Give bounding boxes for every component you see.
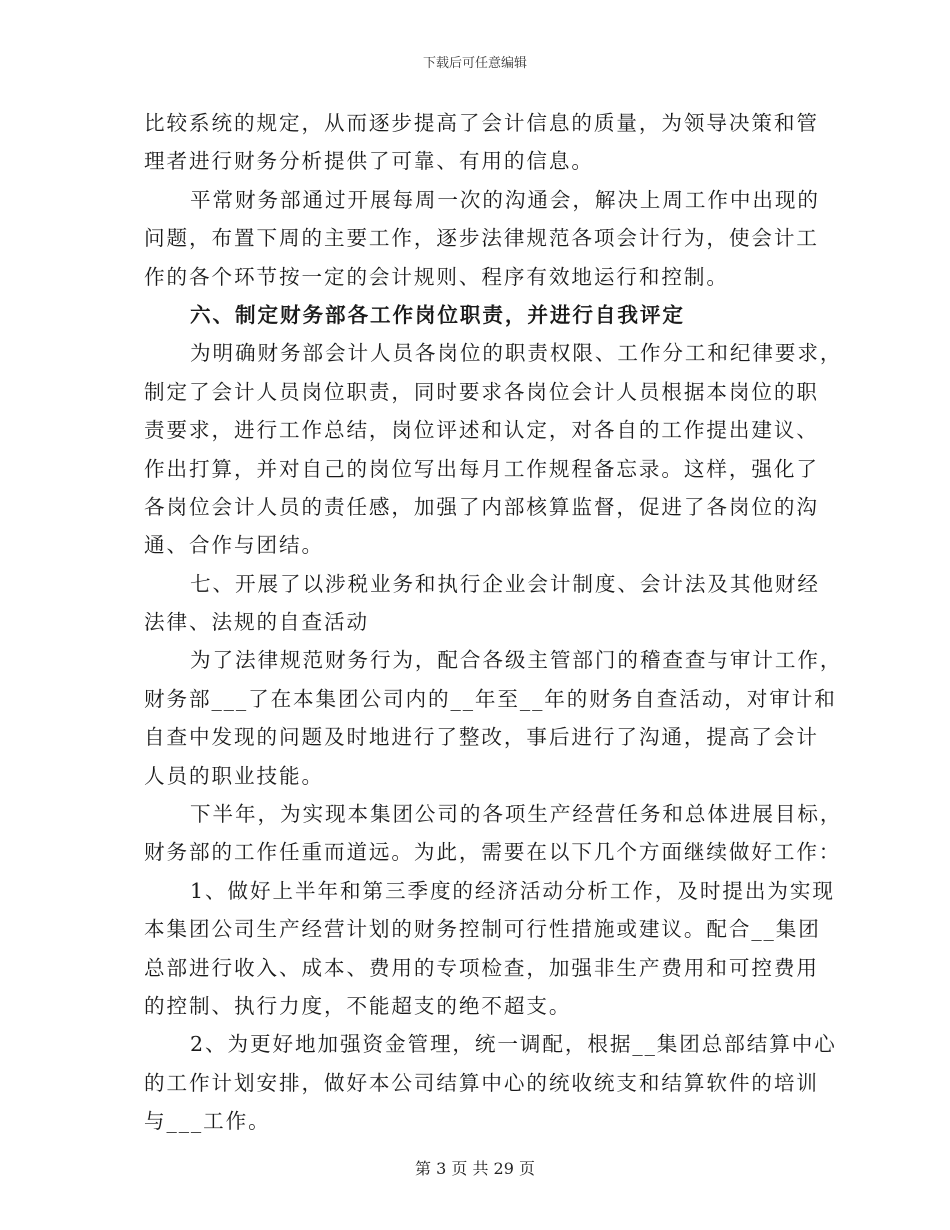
section-heading-6: 六、制定财务部各工作岗位职责，并进行自我评定 [190, 302, 685, 327]
text-line: 问题，布置下周的主要工作，逐步法律规范各项会计行为，使会计工 [144, 226, 819, 251]
paragraph-start: 为了法律规范财务行为，配合各级主管部门的稽查查与审计工作， [190, 648, 843, 673]
text-line: 的控制、执行力度，不能超支的绝不超支。 [144, 993, 572, 1018]
document-body [144, 104, 843, 1141]
section-heading-7: 七、开展了以涉税业务和执行企业会计制度、会计法及其他财经 [190, 571, 820, 596]
page-header: 下载后可任意编辑 [422, 56, 527, 71]
text-line: 自查中发现的问题及时地进行了整改，事后进行了沟通，提高了会计 [144, 725, 819, 750]
list-item-2: 2、为更好地加强资金管理，统一调配，根据__集团总部结算中心 [190, 1032, 837, 1057]
section-heading-7-cont: 法律、法规的自查活动 [144, 610, 369, 635]
text-line: 理者进行财务分析提供了可靠、有用的信息。 [144, 149, 594, 174]
paragraph-start: 平常财务部通过开展每周一次的沟通会，解决上周工作中出现的 [190, 187, 820, 212]
text-line: 作出打算，并对自己的岗位写出每月工作规程备忘录。这样，强化了 [144, 456, 819, 481]
text-line: 作的各个环节按一定的会计规则、程序有效地运行和控制。 [144, 264, 729, 289]
text-line: 比较系统的规定，从而逐步提高了会计信息的质量，为领导决策和管 [144, 111, 819, 135]
text-line: 通、合作与团结。 [144, 533, 324, 558]
text-line: 总部进行收入、成本、费用的专项检查，加强非生产费用和可控费用 [144, 955, 819, 980]
text-line: 财务部___了在本集团公司内的__年至__年的财务自查活动，对审计和 [144, 686, 837, 711]
text-line: 财务部的工作任重而道远。为此，需要在以下几个方面继续做好工作： [144, 840, 842, 865]
paragraph-start: 为明确财务部会计人员各岗位的职责权限、工作分工和纪律要求， [190, 341, 843, 366]
text-line: 人员的职业技能。 [144, 763, 324, 788]
text-line: 责要求，进行工作总结，岗位评述和认定，对各自的工作提出建议、 [144, 418, 819, 443]
text-line: 的工作计划安排，做好本公司结算中心的统收统支和结算软件的培训 [144, 1070, 819, 1095]
text-line: 与___工作。 [144, 1109, 271, 1134]
text-line: 制定了会计人员岗位职责，同时要求各岗位会计人员根据本岗位的职 [144, 379, 819, 404]
text-line: 本集团公司生产经营计划的财务控制可行性措施或建议。配合__集团 [144, 917, 821, 942]
paragraph-start: 下半年，为实现本集团公司的各项生产经营任务和总体进展目标， [190, 802, 843, 827]
page-footer: 第 3 页 共 29 页 [415, 1159, 535, 1178]
text-line: 各岗位会计人员的责任感，加强了内部核算监督，促进了各岗位的沟 [144, 494, 819, 519]
list-item-1: 1、做好上半年和第三季度的经济活动分析工作，及时提出为实现 [190, 878, 835, 903]
